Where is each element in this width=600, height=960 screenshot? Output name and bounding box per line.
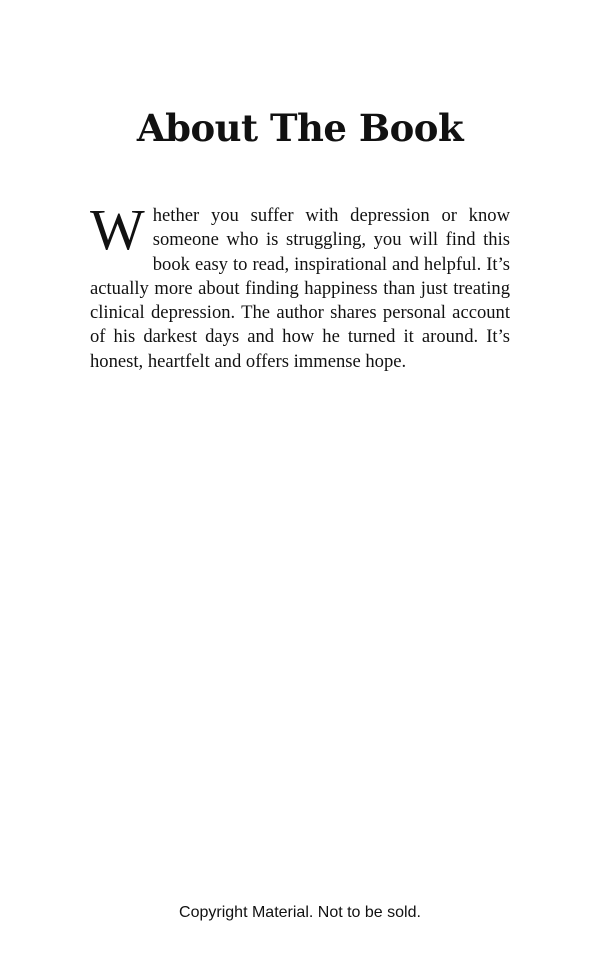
copyright-notice: Copyright Material. Not to be sold. — [179, 904, 421, 921]
description-text: hether you suffer with depression or know someone who is struggling, you will find this book easy to read, inspirational and helpful. It’s actually more about finding happiness than just treating clinical depression. The author shares personal account of his darkest days and how he turned it around. It’s honest, heartfelt and offers immense hope. — [90, 205, 510, 372]
drop-cap-letter: W — [90, 197, 145, 262]
book-description — [90, 197, 510, 374]
page-title: About The Book — [136, 106, 464, 150]
